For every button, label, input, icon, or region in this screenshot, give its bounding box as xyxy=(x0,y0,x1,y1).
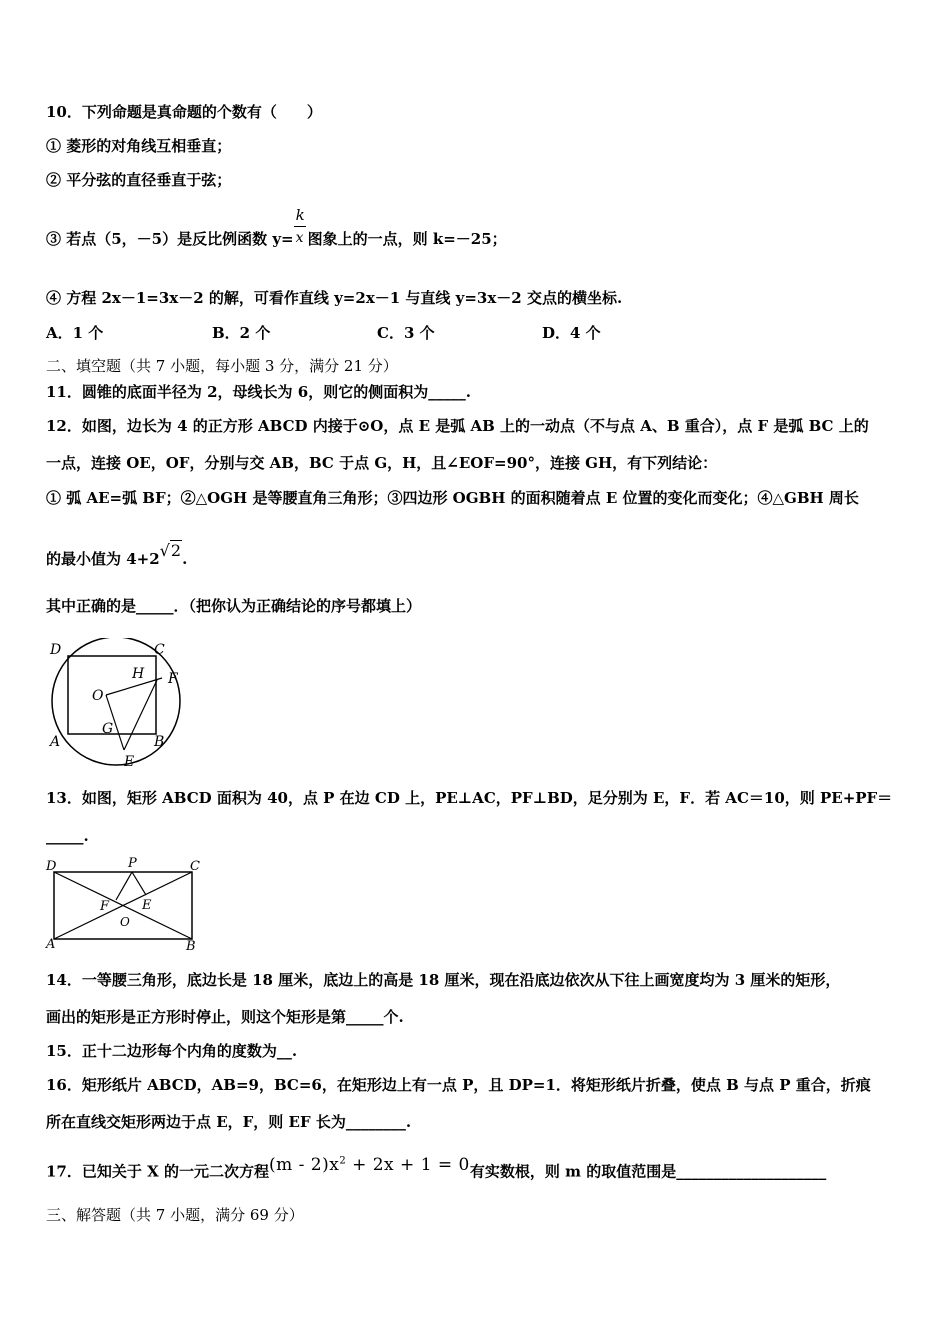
q12-l4-post: . xyxy=(182,550,188,568)
q12-figure-circle-square xyxy=(44,638,189,772)
q14-line-2: 画出的矩形是正方形时停止，则这个矩形是第_____个. xyxy=(46,1008,404,1026)
q17-pre: 17．已知关于 X 的一元二次方程 xyxy=(46,1162,269,1181)
q10-choice-a: A．1 个 xyxy=(46,324,104,342)
label-o: O xyxy=(92,688,104,704)
q10-s3-pre: ③ 若点（5，－5）是反比例函数 y= xyxy=(46,230,294,248)
q17 xyxy=(46,1154,827,1182)
label-h: H xyxy=(132,666,145,682)
q12-l4-pre: 的最小值为 4+2 xyxy=(46,550,160,568)
label-a: A xyxy=(50,734,61,750)
q13-line-1: 13．如图，矩形 ABCD 面积为 40，点 P 在边 CD 上，PE⊥AC，PF⊥BD，足分别为 E，F．若 AC＝10，则 PE+PF＝ xyxy=(46,789,893,807)
q12-line-4 xyxy=(46,541,188,569)
q12-line-3: ① 弧 AE=弧 BF；②△OGH 是等腰直角三角形；③四边形 OGBH 的面积随着点 E 位置的变化而变化；④△GBH 周长 xyxy=(46,489,859,507)
q13-figure-rectangle xyxy=(44,854,206,954)
q17-eq-part-b: + 2x + 1 = 0 xyxy=(346,1154,470,1175)
q17-eq-exponent: 2 xyxy=(339,1155,347,1166)
q10-statement-3 xyxy=(46,206,507,250)
label-b: B xyxy=(186,939,196,954)
q12-line-1: 12．如图，边长为 4 的正方形 ABCD 内接于⊙O，点 E 是弧 AB 上的一动点（不与点 A、B 重合），点 F 是弧 BC 上的 xyxy=(46,417,869,435)
q15: 15．正十二边形每个内角的度数为__. xyxy=(46,1042,298,1060)
fraction-bar xyxy=(294,226,306,227)
label-e: E xyxy=(124,754,135,770)
q11: 11．圆锥的底面半径为 2，母线长为 6，则它的侧面积为_____. xyxy=(46,383,471,401)
label-d: D xyxy=(46,859,57,874)
label-e: E xyxy=(142,898,152,913)
q10-choice-b: B．2 个 xyxy=(212,324,271,342)
q10-statement-4: ④ 方程 2x－1=3x－2 的解，可看作直线 y=2x－1 与直线 y=3x－2 交点的横坐标. xyxy=(46,289,623,307)
q16-line-2: 所在直线交矩形两边于点 E，F，则 EF 长为________. xyxy=(46,1113,412,1131)
q10-statement-2: ② 平分弦的直径垂直于弦； xyxy=(46,171,232,189)
q16-line-1: 16．矩形纸片 ABCD，AB=9，BC=6，在矩形边上有一点 P，且 DP=1．将矩形纸片折叠，使点 B 与点 P 重合，折痕 xyxy=(46,1076,871,1094)
q13-line-2: _____. xyxy=(46,827,89,845)
q17-eq-part-a: (m - 2)x xyxy=(268,1154,340,1175)
q10-stem: 10．下列命题是真命题的个数有（ ） xyxy=(46,103,322,121)
sqrt-2: √2 xyxy=(159,541,182,560)
q10-choice-d: D．4 个 xyxy=(542,324,601,342)
q10-s3-post: 图象上的一点，则 k=－25； xyxy=(307,230,507,248)
q17-post: 有实数根，则 m 的取值范围是____________________ xyxy=(469,1162,827,1181)
label-g: G xyxy=(102,721,114,737)
label-b: B xyxy=(154,734,165,750)
q10-statement-1: ① 菱形的对角线互相垂直； xyxy=(46,137,232,155)
segment-pe xyxy=(132,872,146,895)
segment-gh xyxy=(124,680,157,750)
q10-choice-c: C．3 个 xyxy=(377,324,435,342)
q14-line-1: 14．一等腰三角形，底边长是 18 厘米，底边上的高是 18 厘米，现在沿底边依次从下往上画宽度均为 3 厘米的矩形， xyxy=(46,971,841,989)
q12-line-2: 一点，连接 OE，OF，分别与交 AB，BC 于点 G，H，且∠EOF=90°，连接 GH，有下列结论： xyxy=(46,454,718,472)
label-o: O xyxy=(120,915,130,929)
fraction-k-over-x xyxy=(294,206,308,250)
q17-equation xyxy=(269,1155,470,1175)
section-3-heading: 三、解答题（共 7 小题，满分 69 分） xyxy=(46,1206,304,1224)
fraction-numerator: k xyxy=(295,206,305,224)
label-d: D xyxy=(50,642,62,658)
fraction-denominator: x xyxy=(295,230,304,246)
sqrt-radicand: 2 xyxy=(170,541,182,560)
label-p: P xyxy=(128,856,137,871)
label-f: F xyxy=(100,899,110,914)
label-f: F xyxy=(168,671,178,687)
segment-pf xyxy=(116,872,132,900)
label-a: A xyxy=(46,937,56,952)
q12-line-5: 其中正确的是_____．（把你认为正确结论的序号都填上） xyxy=(46,597,422,615)
label-c: C xyxy=(190,859,200,874)
label-c: C xyxy=(154,642,165,658)
section-2-heading: 二、填空题（共 7 小题，每小题 3 分，满分 21 分） xyxy=(46,357,398,375)
